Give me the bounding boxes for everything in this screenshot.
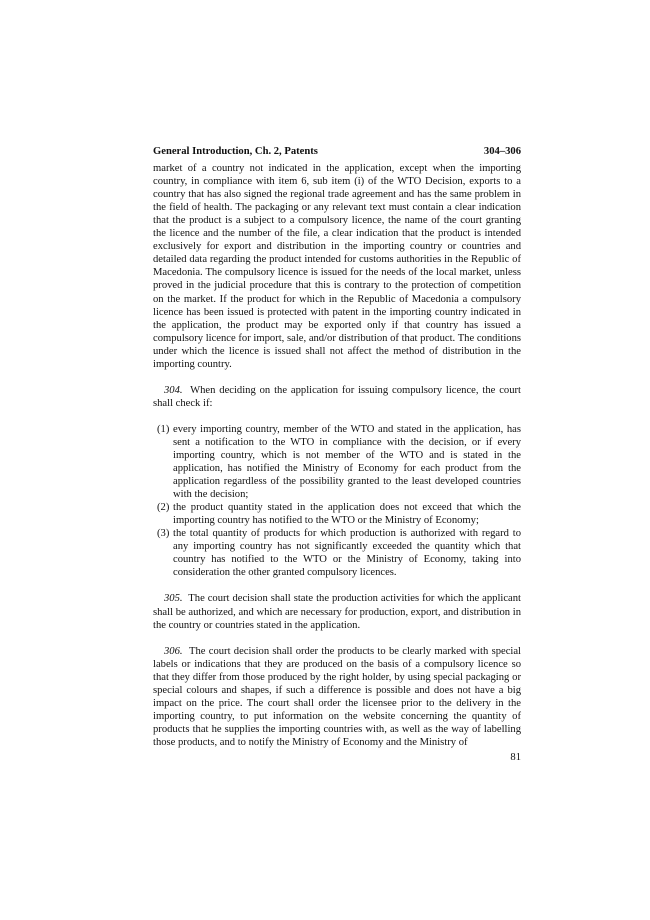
header-section-range: 304–306 — [483, 146, 521, 157]
list-marker: (3) — [157, 528, 170, 540]
list-text: the total quantity of products for which production is authorized with regard to any importing country has not significantly exceeded the quantity which that country has notified to the WTO or the Ministry of Economy, taking into consideration the other granted compulsory licences. — [173, 528, 521, 579]
section-text: The court decision shall state the production activities for which the applicant shall be authorized, and which are necessary for production, export, and distribution in the country or countries stated in the application. — [153, 593, 522, 631]
section-text: When deciding on the application for issuing compulsory licence, the court shall check if: — [153, 384, 521, 409]
running-header — [153, 145, 521, 158]
page-number: 81 — [510, 752, 521, 763]
section-number: 304. — [164, 384, 183, 396]
condition-list — [153, 423, 521, 580]
section-304 — [153, 384, 521, 410]
page-body — [153, 145, 521, 749]
section-number: 306. — [164, 645, 183, 657]
section-306 — [153, 645, 521, 749]
section-number: 305. — [164, 593, 183, 605]
list-marker: (2) — [157, 502, 170, 514]
list-item — [153, 527, 521, 579]
continuation-paragraph: market of a country not indicated in the application, except when the importing country, in compliance with item 6, sub item (i) of the WTO Decision, exports to a country that has also signed the regional trade agreement and has the same problem in the field of health. The packaging or any relevant text must contain a clear indication that the product is a subject to a compulsory licence, the name of the court granting the licence and the number of the file, a clear indication that the product is intended exclusively for export and distribution in the importing country or countries and detailed data regarding the product intended for customs authorities in the Republic of Macedonia. The compulsory licence is issued for the needs of the local market, unless proved in the judicial procedure that this is contrary to the protection of competition on the market. If the product for which in the Republic of Macedonia a compulsory licence has been issued is protected with patent in the importing country indicated in the application, the product may be exported only if that country has issued a compulsory licence for import, sale, and/or distribution of that product. The conditions under which the licence is issued shall not affect the method of distribution in the importing country. — [153, 163, 521, 370]
list-item — [153, 423, 521, 501]
list-marker: (1) — [157, 423, 170, 435]
section-305 — [153, 592, 521, 631]
list-text: every importing country, member of the WTO and stated in the application, has sent a notification to the WTO in compliance with the decision, or if every importing country, which is not member of the WTO and is stated in the application, has notified the Ministry of Economy for each product from the application regardless of the possibility granted to the least developed countries with the decision; — [173, 423, 521, 501]
list-text: the product quantity stated in the application does not exceed that which the importing country has notified to the WTO or the Ministry of Economy; — [173, 502, 521, 527]
header-title: General Introduction, Ch. 2, Patents — [153, 146, 318, 157]
list-item — [153, 501, 521, 527]
section-text: The court decision shall order the products to be clearly marked with special labels or indications that they are produced on the basis of a compulsory licence so that they differ from those produced by the right holder, by using special packaging or special colours and shapes, if such a difference is possible and does not have a big impact on the price. The court shall order the licensee prior to the delivery in the importing country, to put information on the website concerning the quantity of products that he supplies the importing countries with, as well as the way of labelling those products, and to notify the Ministry of Economy and the Ministry of — [153, 645, 521, 748]
